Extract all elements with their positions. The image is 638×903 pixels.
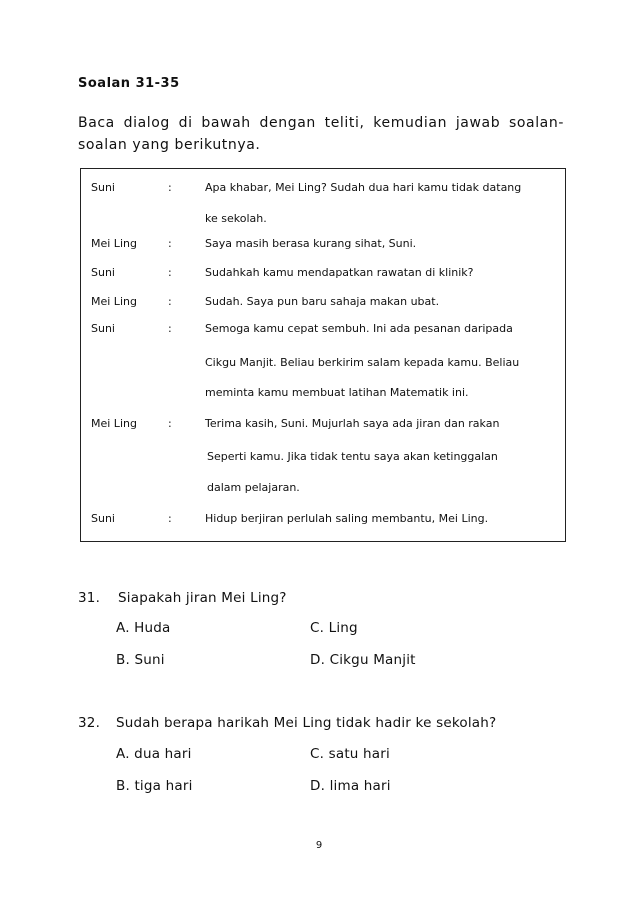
option-c[interactable]: C. Ling (310, 620, 358, 636)
dialog-line: Sudah. Saya pun baru sahaja makan ubat. (205, 295, 440, 308)
dialog-speaker: Suni (91, 266, 115, 279)
page-number: 9 (315, 840, 323, 851)
dialog-line: meminta kamu membuat latihan Matematik ini. (205, 386, 469, 399)
dialog-colon: : (168, 266, 172, 279)
dialog-colon: : (168, 295, 172, 308)
question-text: Sudah berapa harikah Mei Ling tidak hadir ke sekolah? (116, 715, 497, 731)
dialog-line: Hidup berjiran perlulah saling membantu, Mei Ling. (205, 512, 489, 525)
section-heading: Soalan 31-35 (78, 76, 180, 91)
dialog-colon: : (168, 512, 172, 525)
option-a[interactable]: A. Huda (116, 620, 171, 636)
option-b[interactable]: B. Suni (116, 652, 165, 668)
option-a[interactable]: A. dua hari (116, 746, 192, 762)
dialog-speaker: Mei Ling (91, 237, 137, 250)
dialog-speaker: Mei Ling (91, 295, 137, 308)
dialog-speaker: Suni (91, 512, 115, 525)
dialog-line: Apa khabar, Mei Ling? Sudah dua hari kamu tidak datang (205, 181, 522, 194)
option-b[interactable]: B. tiga hari (116, 778, 193, 794)
dialog-line: dalam pelajaran. (207, 481, 300, 494)
option-d[interactable]: D. lima hari (310, 778, 391, 794)
dialog-line: Seperti kamu. Jika tidak tentu saya akan ketinggalan (207, 450, 498, 463)
dialog-line: Semoga kamu cepat sembuh. Ini ada pesanan daripada (205, 322, 513, 335)
dialog-line: Sudahkah kamu mendapatkan rawatan di klinik? (205, 266, 474, 279)
question-text: Siapakah jiran Mei Ling? (118, 590, 287, 606)
dialog-colon: : (168, 237, 172, 250)
dialog-speaker: Suni (91, 181, 115, 194)
question-number: 31. (78, 590, 101, 606)
dialog-box (80, 168, 566, 542)
dialog-colon: : (168, 181, 172, 194)
dialog-speaker: Mei Ling (91, 417, 137, 430)
dialog-colon: : (168, 417, 172, 430)
dialog-colon: : (168, 322, 172, 335)
dialog-speaker: Suni (91, 322, 115, 335)
option-d[interactable]: D. Cikgu Manjit (310, 652, 416, 668)
question-number: 32. (78, 715, 101, 731)
dialog-line: Cikgu Manjit. Beliau berkirim salam kepada kamu. Beliau (205, 356, 520, 369)
dialog-line: Saya masih berasa kurang sihat, Suni. (205, 237, 417, 250)
instruction-text: Baca dialog di bawah dengan teliti, kemudian jawab soalan-soalan yang berikutnya. (78, 115, 564, 153)
option-c[interactable]: C. satu hari (310, 746, 390, 762)
dialog-line: Terima kasih, Suni. Mujurlah saya ada jiran dan rakan (205, 417, 500, 430)
dialog-line: ke sekolah. (205, 212, 267, 225)
